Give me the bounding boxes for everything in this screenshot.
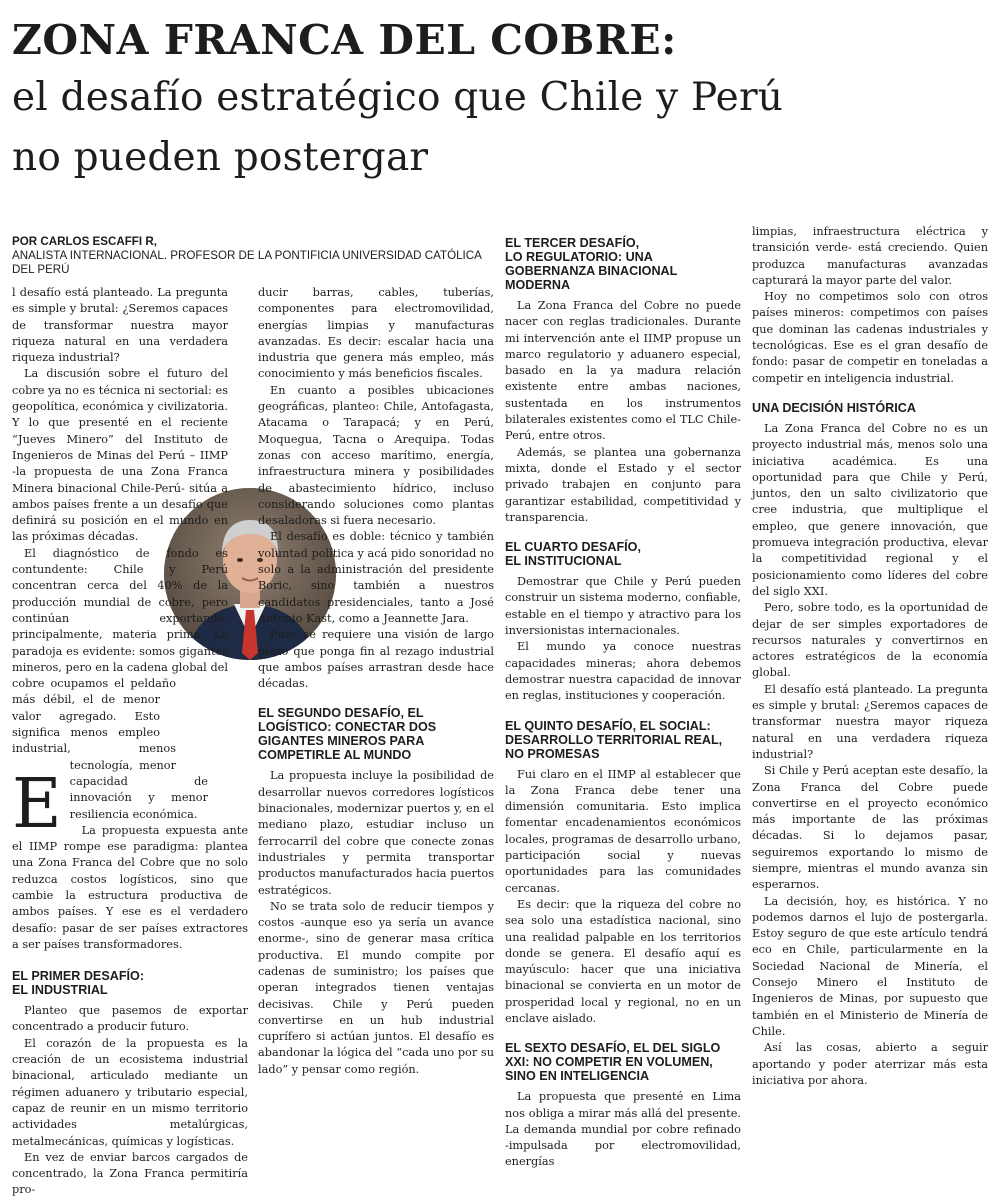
byline [12, 235, 482, 277]
column-2 [258, 285, 494, 1078]
paragraph: Demostrar que Chile y Perú pueden construir un sistema moderno, confiable, estable en el tiempo y atractivo para los inversionistas internacionales. [505, 575, 741, 638]
section-heading: EL SEXTO DESAFÍO, EL DEL SIGLO XXI: NO COMPETIR EN VOLUMEN, SINO EN INTELIGENCIA [505, 1041, 721, 1084]
section-heading: EL CUARTO DESAFÍO, EL INSTITUCIONAL [505, 540, 641, 569]
paragraph: Además, se plantea una gobernanza mixta, donde el Estado y el sector privado trabajen en conjunto para garantizar estabilidad, competitividad y transparencia. [505, 445, 741, 524]
headline-line-2: el desafío estratégico que Chile y Perú [12, 75, 784, 120]
paragraph: La Zona Franca del Cobre no puede nacer con reglas tradicionales. Durante mi intervención ante el IIMP propuse un marco regulatorio y aduanero especial, basado en la ya madura relación existente entre ambas naciones, sustentada en los instrumentos bilaterales existentes como el TLC Chile-Perú, entre otros. [505, 299, 741, 443]
paragraph: Así las cosas, abierto a seguir aportando y poder aterrizar más esta iniciativa por ahora. [752, 1041, 988, 1087]
paragraph: ducir barras, cables, tuberías, componentes para electromovilidad, energías limpias y manufacturas avanzadas. Es decir: escalar hacia una industria que genera más empleo, más conocimiento y más beneficios fiscales. [258, 286, 494, 381]
paragraph: E l desafío está planteado. La pregunta es simple y brutal: ¿Seremos capaces de transformar nuestra mayor riqueza natural en una verdadera riqueza industrial? [12, 286, 228, 844]
paragraph: La discusión sobre el futuro del cobre ya no es técnica ni sectorial: es geopolítica, económica y civilizatoria. Y lo que presenté en el reciente “Jueves Minero” del Instituto de Ingenieros de Minas del Perú – IIMP -la propuesta de una Zona Franca Minera binacional Chile-Perú- sitúa a ambos países frente a un desafío que definirá su posición en el mundo en las próximas décadas. [12, 367, 228, 544]
paragraph: El desafío está planteado. La pregunta es simple y brutal: ¿Seremos capaces de transformar nuestra mayor riqueza natural en una verdadera riqueza industrial? [752, 682, 988, 761]
paragraph: El desafío es doble: técnico y también voluntad política y acá pido sonoridad no solo a la administración del presidente Boric, sino también a nuestros candidatos presidenciales, tanto a José Antonio Kast, como a Jeannette Jara. [258, 530, 494, 625]
headline-subtitle [12, 68, 992, 188]
paragraph: El diagnóstico de fondo es contundente: Chile y Perú concentran cerca del 40% de la producción mundial de cobre, pero continúan exportando, principalmente, materia prima. La paradoja es evidente: somos gigantes mineros, pero en la cadena global del cobre ocupamos el peldaño más débil, el de menor valor agregado. Esto significa menos empleo industrial, menos tecnología, menor capacidad de innovación y menor resiliencia económica. [12, 546, 228, 821]
paragraph: El mundo ya conoce nuestras capacidades mineras; ahora debemos demostrar nuestra capacidad de innovar en reglas, instituciones y cooperación. [505, 640, 741, 703]
column-4 [752, 224, 988, 1089]
paragraph: Hoy no competimos solo con otros países mineros: competimos con países que dominan las cadenas industriales y tecnológicas. Ese es el gran desafío de fondo: pasar de competir en toneladas a competir en inteligencia industrial. [752, 290, 988, 385]
paragraph: Si Chile y Perú aceptan este desafío, la Zona Franca del Cobre puede convertirse en el proyecto económico más importante de las próximas décadas. Si lo dejamos pasar, seguiremos exportando lo mismo de siempre, mientras el mundo avanza sin esperarnos. [752, 764, 988, 892]
column-3 [505, 224, 741, 1171]
column-1 [12, 285, 248, 1199]
section-heading: EL QUINTO DESAFÍO, EL SOCIAL: DESARROLLO TERRITORIAL REAL, NO PROMESAS [505, 718, 723, 761]
paragraph: El corazón de la propuesta es la creación de un ecosistema industrial binacional, articulado mediante un régimen aduanero y tributario especial, capaz de reunir en un mismo territorio actividades metalúrgicas, metalmecánicas, químicas y logísticas. [12, 1036, 248, 1148]
author-role: ANALISTA INTERNACIONAL. PROFESOR DE LA PONTIFICIA UNIVERSIDAD CATÓLICA DEL PERÚ [12, 249, 482, 276]
paragraph: En vez de enviar barcos cargados de concentrado, la Zona Franca permitiría pro- [12, 1150, 248, 1197]
paragraph: limpias, infraestructura eléctrica y transición verde- está creciendo. Quien produzca manufacturas avanzadas capturará la mayor parte del valor. [752, 225, 988, 287]
paragraph: La propuesta que presenté en Lima nos obliga a mirar más allá del presente. La demanda mundial por cobre refinado -impulsada por electromovilidad, energías [505, 1090, 741, 1169]
paragraph: Planteo que pasemos de exportar concentrado a producir futuro. [12, 1004, 248, 1034]
section-heading: EL PRIMER DESAFÍO: EL INDUSTRIAL [12, 969, 145, 998]
paragraph: Pero, sobre todo, es la oportunidad de dejar de ser simples exportadores de recursos naturales y convertirnos en actores estratégicos de la economía global. [752, 601, 988, 680]
section-heading: EL SEGUNDO DESAFÍO, EL LOGÍSTICO: CONECTAR DOS GIGANTES MINEROS PARA COMPETIRLE AL MUNDO [258, 706, 437, 763]
paragraph: No se trata solo de reducir tiempos y costos -aunque eso ya sería un avance enorme-, sino de generar masa crítica productiva. El mundo compite por cadenas de suministro; los países que operan integrados tienen ventajas decisivas. Chile y Perú pueden convertirse en un hub industrial cuprífero si actúan juntos. El desafío es abandonar la lógica del “cada uno por su lado” y pensar como región. [258, 899, 494, 1076]
section-heading: UNA DECISIÓN HISTÓRICA [752, 400, 916, 415]
author-name: POR CARLOS ESCAFFI R, [12, 235, 157, 248]
headline-line-1: ZONA FRANCA DEL COBRE: [12, 16, 677, 64]
paragraph: La propuesta expuesta ante el IIMP rompe ese paradigma: plantea una Zona Franca del Cobre que no solo reduzca costos logísticos, sino que cambie la estructura productiva de ambos países. Y ese es el verdadero desafío: pasar de ser países extractores a ser países transformadores. [12, 823, 248, 951]
drop-cap: E [12, 765, 62, 844]
paragraph: Pues se requiere una visión de largo plazo que ponga fin al rezago industrial que ambos países arrastran desde hace décadas. [258, 628, 494, 691]
section-heading: EL TERCER DESAFÍO, LO REGULATORIO: UNA GOBERNANZA BINACIONAL MODERNA [505, 236, 678, 292]
headline-line-3: no pueden postergar [12, 135, 429, 180]
paragraph: En cuanto a posibles ubicaciones geográficas, planteo: Chile, Antofagasta, Atacama o Tarapacá; y en Perú, Moquegua, Tacna o Arequipa. Todas zonas con acceso marítimo, energía, infraestructura minera y posibilidades de abastecimiento hídrico, incluso considerando soluciones como plantas desaladoras si fuera necesario. [258, 383, 494, 528]
paragraph: La Zona Franca del Cobre no es un proyecto industrial más, menos solo una iniciativa académica. Es una oportunidad para que Chile y Perú, juntos, den un salto civilizatorio que cree industria, que multiplique el empleo, que genere innovación, que promueva integración productiva, elevar la competitividad regional y el posicionamiento como líderes del cobre del siglo XXI. [752, 421, 988, 598]
paragraph: La propuesta incluye la posibilidad de desarrollar nuevos corredores logísticos binacionales, modernizar puertos y, en el mediano plazo, estudiar incluso un ferrocarril del cobre que conecte zonas industriales y permita transportar productos manufacturados hacia puertos estratégicos. [258, 769, 494, 897]
paragraph: Es decir: que la riqueza del cobre no sea solo una estadística nacional, sino una realidad palpable en los territorios donde se genera. El desafío aquí es mayúsculo: hacer que una iniciativa binacional se convierta en un motor de prosperidad local y regional, no en un enclave aislado. [505, 897, 741, 1025]
paragraph: La decisión, hoy, es histórica. Y no podemos darnos el lujo de postergarla. Estoy seguro de que este artículo tendrá eco en Chile, particularmente en la Sociedad Nacional de Minería, el Consejo Minero el Instituto de Ingenieros de Minas, por supuesto que también en el Ministerio de Minería de Chile. [752, 894, 988, 1038]
paragraph: Fui claro en el IIMP al establecer que la Zona Franca debe tener una dimensión comunitaria. Esto implica fomentar encadenamientos económicos locales, programas de desarrollo urbano, participación social y nuevas oportunidades para las comunidades cercanas. [505, 767, 741, 895]
